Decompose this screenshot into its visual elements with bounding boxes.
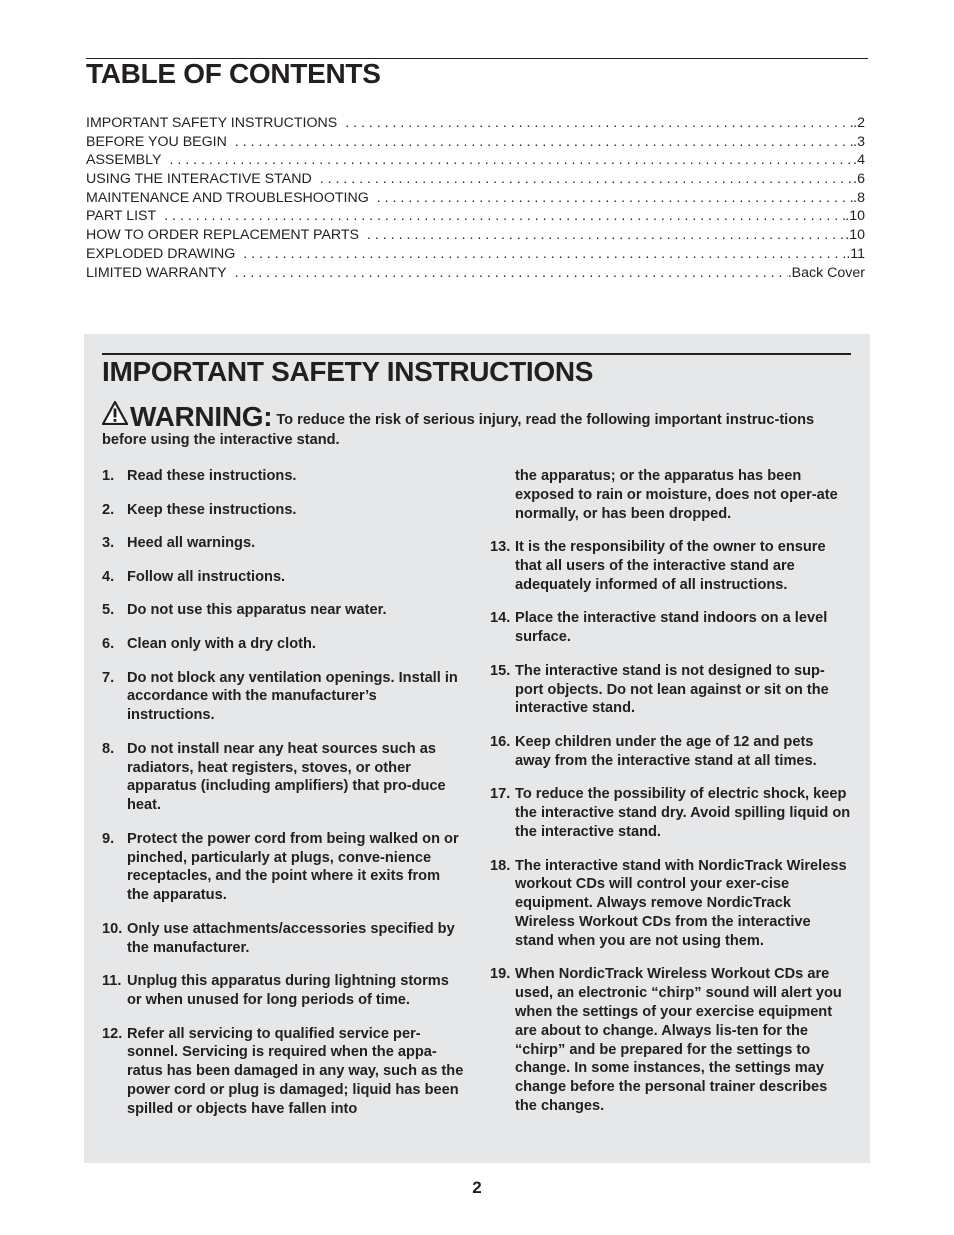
instruction-item — [102, 601, 464, 620]
instruction-text: Read these instructions. — [127, 468, 297, 484]
instruction-number: 9. — [102, 830, 115, 847]
instruction-item — [102, 740, 464, 815]
toc-entry-label: BEFORE YOU BEGIN — [86, 133, 227, 150]
toc-entry-label: HOW TO ORDER REPLACEMENT PARTS — [86, 227, 360, 244]
instructions-right-column — [490, 467, 852, 1130]
instruction-number: 5. — [102, 602, 115, 619]
toc-dot-leader — [235, 133, 853, 152]
toc-entry-page: .10 — [845, 227, 865, 244]
instruction-text: Place the interactive stand indoors on a level surface. — [515, 610, 828, 646]
instruction-number: 17. — [490, 786, 511, 803]
toc-entry[interactable] — [86, 264, 865, 283]
toc-entry-page: .11 — [846, 245, 865, 262]
warning-triangle-icon — [102, 401, 128, 431]
toc-entry-label: IMPORTANT SAFETY INSTRUCTIONS — [86, 115, 338, 131]
toc-entry[interactable] — [86, 245, 865, 264]
instruction-number: 15. — [490, 662, 511, 679]
toc-entry[interactable] — [86, 151, 865, 170]
safety-top-rule — [102, 353, 851, 355]
toc-entry-page: .8 — [853, 189, 865, 206]
instruction-item — [102, 568, 464, 587]
toc-dot-leader — [377, 189, 853, 208]
instruction-item — [490, 965, 852, 1115]
instruction-number: 19. — [490, 966, 511, 983]
toc-entry[interactable] — [86, 133, 865, 152]
toc-entry-page: .6 — [853, 171, 865, 188]
toc-dot-leader — [235, 264, 788, 283]
instruction-item — [102, 830, 464, 905]
instruction-number: 18. — [490, 857, 511, 874]
toc-entry-label: MAINTENANCE AND TROUBLESHOOTING — [86, 189, 369, 206]
instruction-text: Do not use this apparatus near water. — [127, 602, 387, 619]
instruction-continuation: the apparatus; or the apparatus has been exposed to rain or moisture, does not oper-ate normally, or has been dropped. — [515, 468, 838, 522]
instruction-text: The interactive stand with NordicTrack Wireless workout CDs will control your exer-cise equipment. Always remove NordicTrack Wireless Workout CDs from the interactive stand when you are not using them. — [515, 857, 847, 949]
toc-entry-label: USING THE INTERACTIVE STAND — [86, 171, 312, 188]
instruction-number: 8. — [102, 740, 115, 757]
instruction-number: 10. — [102, 920, 123, 937]
instruction-item — [102, 669, 464, 725]
instruction-item — [102, 972, 464, 1010]
instruction-item — [102, 467, 464, 486]
toc-entry[interactable] — [86, 226, 865, 245]
instruction-item — [490, 785, 852, 841]
instruction-item — [490, 733, 852, 771]
toc-entry[interactable] — [86, 170, 865, 189]
instruction-number: 12. — [102, 1025, 123, 1042]
toc-dot-leader — [367, 226, 845, 245]
instruction-item — [490, 857, 852, 951]
instruction-number: 14. — [490, 610, 511, 627]
instruction-text: Do not install near any heat sources such as radiators, heat registers, stoves, or other apparatus (including amplifiers) that pro-duce heat. — [127, 740, 446, 814]
instruction-text: Unplug this apparatus during lightning storms or when unused for long periods of time. — [127, 973, 449, 1008]
instruction-number: 7. — [102, 669, 115, 686]
toc-entry[interactable] — [86, 114, 865, 133]
toc-dot-leader — [345, 114, 853, 133]
toc-entry[interactable] — [86, 189, 865, 208]
instruction-item — [102, 501, 464, 520]
instruction-text: Protect the power cord from being walked on or pinched, particularly at plugs, conve-nience receptacles, and the point where it exits from the apparatus. — [127, 830, 459, 904]
toc-dot-leader — [243, 245, 846, 264]
instruction-text: Keep children under the age of 12 and pets away from the interactive stand at all times. — [515, 733, 817, 769]
instruction-number: 16. — [490, 733, 511, 750]
toc-entry-label: EXPLODED DRAWING — [86, 245, 236, 262]
toc-entry-label: LIMITED WARRANTY — [86, 264, 227, 281]
instruction-text: Keep these instructions. — [127, 501, 297, 518]
toc-dot-leader — [320, 170, 853, 189]
warning-text: To reduce the risk of serious injury, read the following important instruc-tions before using the interactive stand. — [102, 412, 815, 448]
toc-dot-leader — [169, 151, 853, 170]
instruction-item — [490, 538, 852, 594]
toc-entry-page: .3 — [853, 133, 865, 150]
instruction-item — [102, 635, 464, 654]
toc-entry-label: PART LIST — [86, 208, 157, 225]
instruction-item — [490, 662, 852, 718]
instruction-number: 2. — [102, 501, 115, 518]
instruction-text: Do not block any ventilation openings. Install in accordance with the manufacturer’s instructions. — [127, 669, 458, 724]
toc-entry[interactable] — [86, 207, 865, 226]
page-number: 2 — [472, 1178, 482, 1197]
toc-entry-page: .10 — [845, 208, 865, 225]
toc-title: TABLE OF CONTENTS — [86, 58, 381, 89]
toc-entry-label: ASSEMBLY — [86, 152, 162, 169]
instructions-left-column — [102, 467, 464, 1133]
instruction-item — [490, 609, 852, 647]
instruction-text: Clean only with a dry cloth. — [127, 635, 316, 652]
instruction-text: When NordicTrack Wireless Workout CDs are used, an electronic “chirp” sound will alert you when the settings of your exercise equipment are about to change. Always lis-ten for the “chirp” and be prepared for the settings to change. In some instances, the settings may change before the personal trainer describes the changes. — [515, 966, 842, 1114]
instruction-item — [102, 1025, 464, 1119]
toc-list — [86, 114, 865, 282]
instruction-text: Refer all servicing to qualified service per-sonnel. Servicing is required when the appa-ratus has been damaged in any way, such as the power cord or plug is damaged; liquid has been spilled or objects have fallen into — [127, 1025, 464, 1117]
instruction-text: It is the responsibility of the owner to ensure that all users of the interactive stand are adequately informed of all instructions. — [515, 539, 826, 593]
instruction-number: 4. — [102, 568, 115, 585]
toc-entry-page: .4 — [853, 152, 865, 169]
instruction-text: Only use attachments/accessories specified by the manufacturer. — [127, 920, 455, 956]
instruction-number: 3. — [102, 535, 115, 552]
safety-instructions-box — [84, 334, 870, 1163]
instruction-number: 6. — [102, 635, 115, 652]
toc-entry-page: .2 — [853, 115, 865, 131]
toc-dot-leader — [164, 207, 845, 226]
instruction-item — [102, 534, 464, 553]
instruction-text: Follow all instructions. — [127, 568, 286, 585]
warning-heading: WARNING: — [130, 401, 273, 432]
safety-title: IMPORTANT SAFETY INSTRUCTIONS — [102, 356, 594, 387]
instruction-number: 13. — [490, 539, 511, 556]
instruction-text: To reduce the possibility of electric shock, keep the interactive stand dry. Avoid spilling liquid on the interactive stand. — [515, 786, 851, 840]
instruction-number: 1. — [102, 468, 115, 484]
instruction-number: 11. — [102, 973, 122, 990]
instruction-item — [102, 920, 464, 958]
instruction-text: Heed all warnings. — [127, 535, 256, 552]
toc-entry-page: .Back Cover — [787, 264, 865, 281]
instruction-text: The interactive stand is not designed to sup-port objects. Do not lean against or sit on the interactive stand. — [515, 662, 829, 717]
warning-notice — [102, 401, 852, 450]
